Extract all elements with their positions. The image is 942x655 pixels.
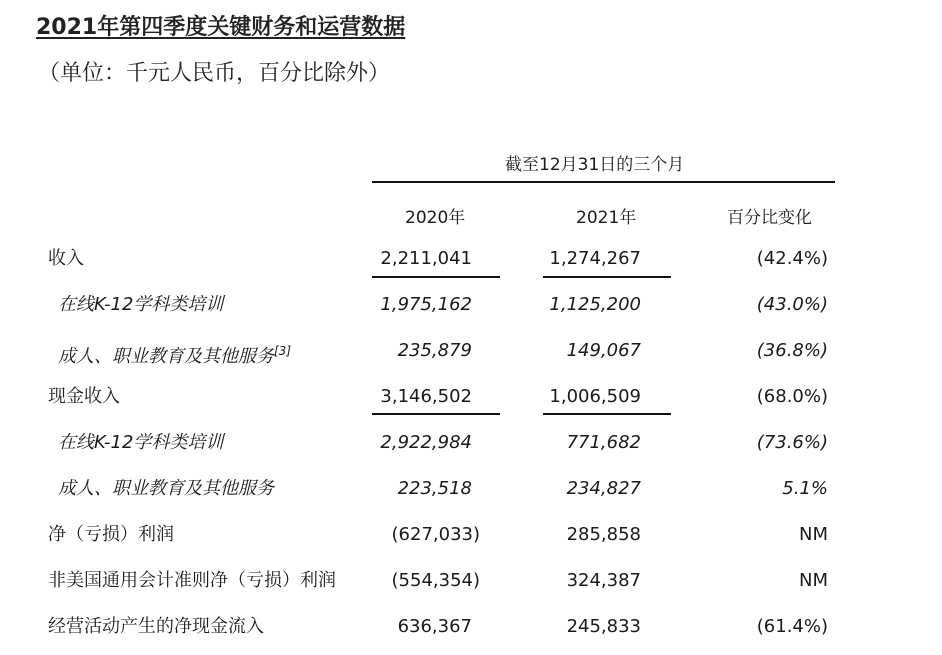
row-label: 成人、职业教育及其他服务 [58, 478, 274, 499]
column-header-change: 百分比变化 [727, 208, 812, 228]
unit-note: （单位：千元人民币，百分比除外） [38, 61, 391, 86]
table-row [0, 569, 942, 609]
subtotal-rule-2020 [372, 413, 500, 415]
table-row [0, 523, 942, 563]
column-header-2021: 2021年 [576, 208, 637, 228]
column-header-2020: 2020年 [405, 208, 466, 228]
value-change: NM [799, 524, 828, 545]
value-2021: 245,833 [566, 616, 641, 637]
value-change: (43.0%) [756, 294, 828, 315]
value-2021: 1,125,200 [549, 294, 641, 315]
value-change: NM [799, 570, 828, 591]
row-label: 现金收入 [48, 386, 120, 407]
table-row [0, 293, 942, 333]
value-2021: 324,387 [566, 570, 641, 591]
value-2020: 3,146,502 [380, 386, 472, 407]
value-2021: 1,274,267 [549, 248, 641, 269]
value-change: (36.8%) [756, 340, 828, 361]
row-label: 在线K-12学科类培训 [58, 432, 224, 453]
value-2020: 2,922,984 [380, 432, 472, 453]
value-2021: 234,827 [566, 478, 641, 499]
row-label: 在线K-12学科类培训 [58, 294, 224, 315]
table-row [0, 339, 942, 379]
value-change: (68.0%) [756, 386, 828, 407]
row-label: 成人、职业教育及其他服务[3] [58, 344, 291, 367]
value-2021: 771,682 [566, 432, 641, 453]
page-title: 2021年第四季度关键财务和运营数据 [36, 15, 406, 40]
value-2020: 1,975,162 [380, 294, 472, 315]
table-row [0, 431, 942, 471]
row-label: 非美国通用会计准则净（亏损）利润 [48, 570, 336, 591]
value-2020: 235,879 [397, 340, 472, 361]
table-row [0, 615, 942, 655]
period-header: 截至12月31日的三个月 [505, 155, 685, 175]
value-2021: 1,006,509 [549, 386, 641, 407]
subtotal-rule-2020 [372, 276, 500, 278]
value-2020: 2,211,041 [380, 248, 472, 269]
table-row [0, 477, 942, 517]
value-change: (61.4%) [756, 616, 828, 637]
table-row [0, 247, 942, 287]
table-row [0, 385, 942, 425]
row-label: 收入 [48, 248, 84, 269]
value-2021: 285,858 [566, 524, 641, 545]
value-change: (42.4%) [756, 248, 828, 269]
value-2020: 636,367 [397, 616, 472, 637]
value-2020: (554,354) [391, 570, 480, 591]
subtotal-rule-2021 [543, 413, 671, 415]
footnote-ref: [3] [274, 344, 291, 358]
header-rule [372, 181, 835, 183]
subtotal-rule-2021 [543, 276, 671, 278]
row-label: 经营活动产生的净现金流入 [48, 616, 264, 637]
row-label: 净（亏损）利润 [48, 524, 174, 545]
value-change: 5.1% [782, 478, 828, 499]
value-2021: 149,067 [566, 340, 641, 361]
value-2020: 223,518 [397, 478, 472, 499]
value-change: (73.6%) [756, 432, 828, 453]
value-2020: (627,033) [391, 524, 480, 545]
